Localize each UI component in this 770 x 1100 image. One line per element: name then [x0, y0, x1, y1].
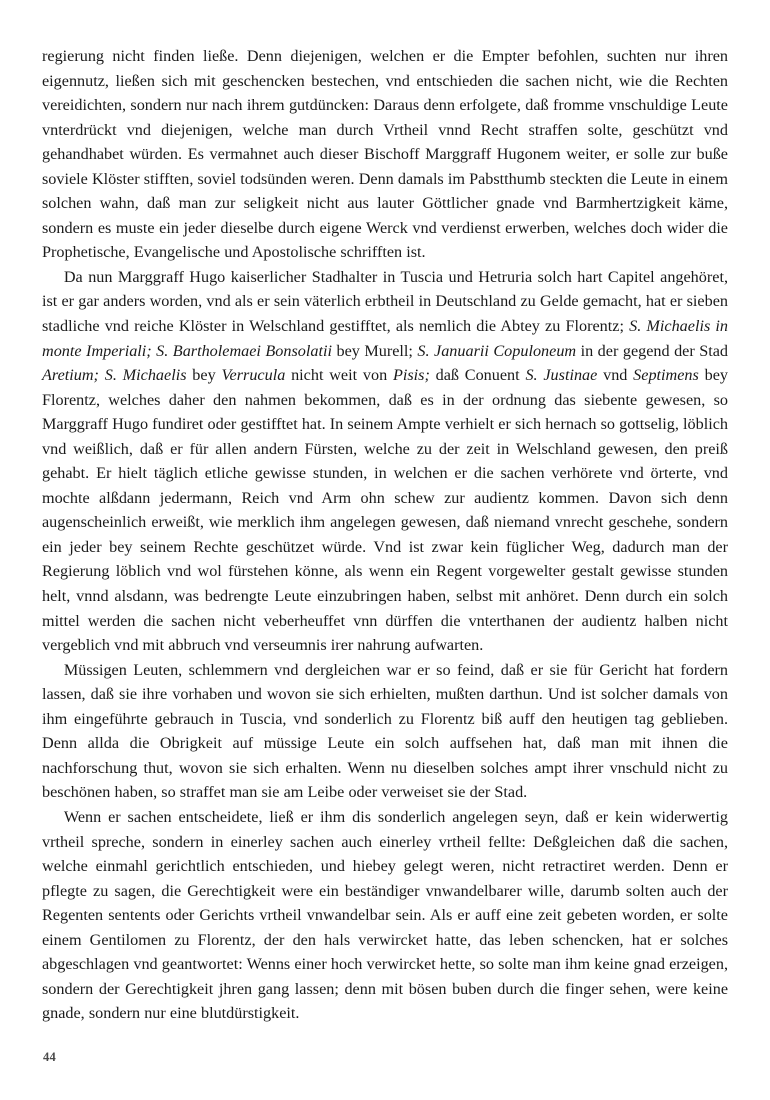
italic-text-run: Pisis;: [392, 366, 430, 385]
italic-text-run: S. Justinae: [525, 366, 598, 385]
text-run: vnd: [597, 366, 634, 385]
text-run: regierung nicht finden ließe. Denn diejenigen, welchen er die Empter befohlen, suchten nur ihren eigennutz, ließen sich mit geschencken bestechen, vnd entschieden die sachen nicht, wie die Rechten vereidichten, sondern nur nach ihrem gutdüncken: Daraus denn erfolgete, daß fromme vnschuldige Leute vnterdrückt vnd diejenigen, welche man durch Vrtheil vnnd Recht straffen solte, geschützt vnd gehandhabet würden. Es vermahnet auch dieser Bischoff Marggraff Hugonem weiter, er solle zur buße soviele Klöster stifften, soviel todsünden weren. Denn damals im Pabstthumb steckten die Leute in einem solchen wahn, daß man zur seligkeit nicht aus lauter Göttlicher gnade vnd Barmhertzigkeit käme, sondern es muste ein jeder dieselbe durch eigene Werck vnd verdienst erwerben, welches doch wider die Prophetische, Evangelische und Apostolische schrifften ist.: [42, 47, 728, 262]
text-run: bey: [186, 366, 222, 385]
italic-text-run: Verrucula: [221, 366, 286, 385]
paragraph-2: [42, 265, 728, 658]
text-column: [42, 44, 728, 1026]
page-number: 44: [43, 1050, 56, 1064]
text-run: Müssigen Leuten, schlemmern vnd dergleichen war er so feind, daß er sie für Gericht hat fordern lassen, daß sie ihre vorhaben und wovon sie sich erhielten, mußten darthun. Und ist solcher damals von ihm eingeführte gebrauch in Tuscia, vnd sonderlich zu Florentz biß auff den heutigen tag geblieben. Denn allda die Obrigkeit auf müssige Leute ein solch auffsehen hat, daß man mit ihnen die nachforschung thut, wovon sie sich erhalten. Wenn nu dieselben solches ampt ihrer vnschuld nicht zu beschönen haben, so straffet man sie am Leibe oder verweiset sie der Stad.: [42, 660, 728, 802]
text-run: Wenn er sachen entscheidete, ließ er ihm dis sonderlich angelegen seyn, daß er kein widerwertig vrtheil spreche, sondern in einerley sachen auch einerley vrtheil fellte: Deßgleichen daß die sachen, welche einmahl gerichtlich entschieden, und hiebey gelegt weren, nicht retractiret werden. Denn er pflegte zu sagen, die Gerechtigkeit were ein beständiger vnwandelbarer wille, darumb solten auch der Regenten sentents oder Gerichts vrtheil vnwandelbar sein. Als er auff eine zeit gebeten worden, er solte einem Gentilomen zu Florentz, der den hals verwircket hatte, das leben schencken, hat er solches abgeschlagen vnd geantwortet: Wenns einer hoch verwircket hette, so solte man ihm keine gnad erzeigen, sondern der Gerechtigkeit jhren gang lassen; denn mit bösen buben durch die finger sehen, were keine gnade, sondern nur eine blutdürstigkeit.: [42, 807, 728, 1023]
paragraph-4: [42, 805, 728, 1026]
text-run: nicht weit von: [285, 366, 393, 385]
text-run: bey Murell;: [331, 341, 418, 360]
italic-text-run: Septimens: [633, 366, 699, 385]
text-run: bey Florentz, welches daher den nahmen bekommen, daß es in der ordnung das siebente gewesen, so Marggraff Hugo fundiret oder gestifftet hat. In seinem Ampte verhielt er sich hernach so gottselig, löblich vnd weißlich, daß er für allen andern Fürsten, welche zu der zeit in Welschland gewesen, den preiß gehabt. Er hielt täglich etliche gewisse stunden, in welchen er die sachen verhörete vnd örterte, vnd mochte alßdann jedermann, Reich vnd Arm ohn schew zur audientz kommen. Davon sich denn augenscheinlich erweißt, wie merklich ihm angelegen gewesen, daß niemand vnrecht geschehe, sondern ein jeder bey seinem Rechte geschützet würde. Vnd ist zwar kein füglicher Weg, dadurch man der Regierung löblich vnd wol fürstehen könne, als wenn ein Regent vorgewelter gestalt gewisse stunden helt, vnnd alsdann, was bedrengte Leute einzubringen haben, selbst mit anhöret. Denn durch ein solch mittel werden die sachen nicht veberheuffet vnn dürffen die vnterthanen der audientz halben nicht vergeblich vnd mit abbruch vnd verseumnis irer nahrung aufwarten.: [42, 366, 728, 655]
text-run: in der gegend der Stad: [576, 341, 729, 360]
italic-text-run: S. Januarii Copuloneum: [417, 341, 577, 360]
text-run: Da nun Marggraff Hugo kaiserlicher Stadhalter in Tuscia und Hetruria solch hart Capitel angehöret, ist er gar anders worden, vnd als er sein väterlich erbtheil in Deutschland zu Gelde gemacht, hat er sieben stadliche vnd reiche Klöster in Welschland gestifftet, als nemlich die Abtey zu Florentz;: [42, 267, 728, 336]
paragraph-3: [42, 658, 728, 805]
paragraph-1: [42, 44, 728, 265]
italic-text-run: S. Michaelis in monte Imperiali; S. Bartholemaei Bonsolatii: [42, 317, 728, 360]
italic-text-run: Aretium; S. Michaelis: [42, 366, 187, 385]
text-run: daß Conuent: [429, 366, 526, 385]
